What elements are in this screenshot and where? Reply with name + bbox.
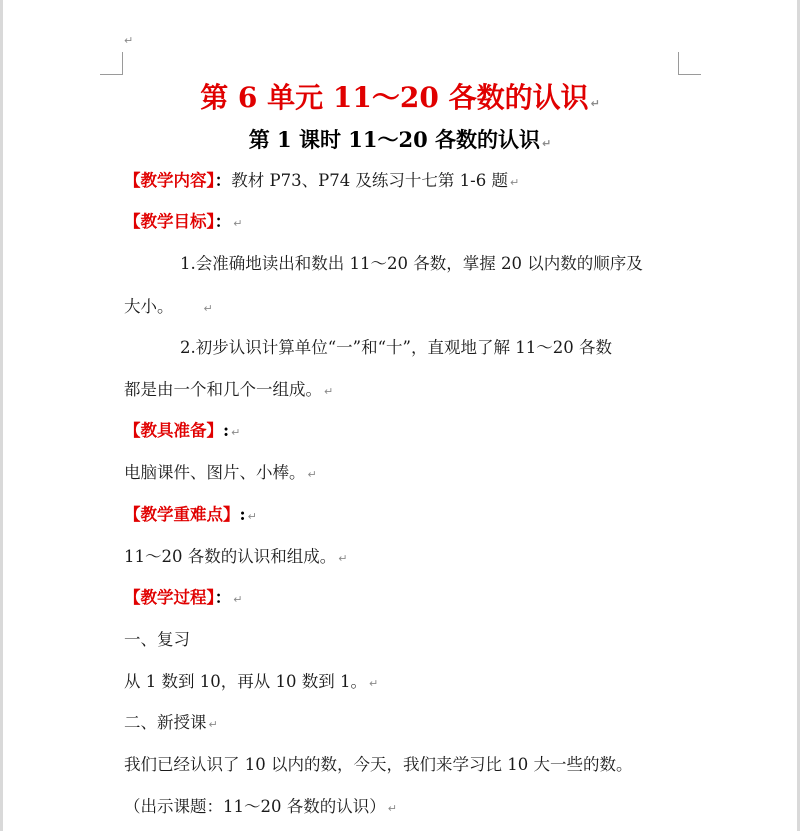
teaching-goals-heading[interactable] — [124, 208, 700, 232]
teaching-tools-heading[interactable] — [124, 417, 700, 441]
paragraph-mark-icon: ↵ — [233, 593, 243, 606]
paragraph-mark-icon: ↵ — [542, 137, 552, 150]
teaching-tools-line[interactable] — [124, 459, 700, 483]
teaching-process-heading[interactable] — [124, 584, 700, 608]
teaching-content-line[interactable] — [124, 167, 700, 191]
review-text: 从 1 数到 10，再从 10 数到 1。 — [124, 672, 367, 691]
paragraph-mark-icon: ↵ — [338, 552, 348, 565]
new-lesson-text-line[interactable] — [124, 751, 700, 775]
lesson-topic-line[interactable] — [124, 793, 700, 817]
new-lesson-heading: 二、新授课 — [124, 713, 207, 732]
label-colon: ： — [214, 212, 232, 231]
review-heading-line[interactable] — [124, 626, 700, 650]
goal-1-text-part1: 1.会准确地读出和数出 11～20 各数，掌握 20 以内数的顺序及 — [180, 254, 643, 273]
document-title[interactable] — [0, 76, 800, 116]
review-text-line[interactable] — [124, 668, 700, 692]
document-title-text: 第 6 单元 11～20 各数的认识 — [200, 81, 589, 114]
paragraph-mark-icon: ↵ — [208, 718, 218, 731]
paragraph-mark-icon: ↵ — [324, 385, 334, 398]
new-lesson-heading-line[interactable] — [124, 709, 700, 733]
paragraph-mark-icon: ↵ — [231, 426, 241, 439]
label-colon: : — [239, 505, 246, 524]
goal-1-line-1[interactable] — [180, 250, 700, 274]
goal-2-text-part1: 2.初步认识计算单位“一”和“十”，直观地了解 11～20 各数 — [180, 338, 612, 357]
crop-mark-top-left — [100, 52, 123, 75]
crop-mark-top-right — [678, 52, 701, 75]
paragraph-mark-icon: ↵ — [510, 176, 520, 189]
teaching-tools-label: 【教具准备】 — [124, 421, 223, 440]
label-colon: ： — [214, 171, 232, 190]
key-points-label: 【教学重难点】 — [124, 505, 240, 524]
paragraph-mark-icon: ↵ — [233, 217, 243, 230]
paragraph-mark-icon: ↵ — [203, 302, 213, 315]
teaching-process-label: 【教学过程】 — [124, 588, 215, 607]
teaching-content-label: 【教学内容】 — [124, 171, 215, 190]
label-colon: ： — [214, 588, 232, 607]
key-points-heading[interactable] — [124, 501, 700, 525]
teaching-tools-text: 电脑课件、图片、小棒。 — [124, 463, 306, 482]
paragraph-mark-icon: ↵ — [247, 510, 257, 523]
goal-1-line-2[interactable] — [124, 293, 700, 317]
goal-2-line-1[interactable] — [180, 334, 700, 358]
lesson-subtitle[interactable] — [0, 124, 800, 154]
goal-1-text-part2: 大小。 — [124, 297, 174, 316]
teaching-content-text: 教材 P73、P74 及练习十七第 1-6 题 — [231, 171, 508, 190]
paragraph-mark-icon: ↵ — [307, 468, 317, 481]
paragraph-mark-icon: ↵ — [124, 34, 134, 47]
paragraph-mark-icon: ↵ — [590, 97, 600, 110]
paragraph-mark-icon: ↵ — [368, 677, 379, 690]
goal-2-text-part2: 都是由一个和几个一组成。 — [124, 380, 322, 399]
lesson-subtitle-text: 第 1 课时 11～20 各数的认识 — [248, 127, 541, 152]
review-heading: 一、复习 — [124, 630, 190, 649]
key-points-text: 11～20 各数的认识和组成。 — [124, 547, 337, 566]
label-colon: : — [223, 421, 230, 440]
goal-2-line-2[interactable] — [124, 376, 700, 400]
teaching-goals-label: 【教学目标】 — [124, 212, 215, 231]
lesson-topic-text: （出示课题：11～20 各数的认识） — [124, 797, 386, 816]
paragraph-mark-icon: ↵ — [387, 802, 397, 815]
new-lesson-text: 我们已经认识了 10 以内的数，今天，我们来学习比 10 大一些的数。 — [124, 755, 633, 774]
key-points-line[interactable] — [124, 543, 700, 567]
